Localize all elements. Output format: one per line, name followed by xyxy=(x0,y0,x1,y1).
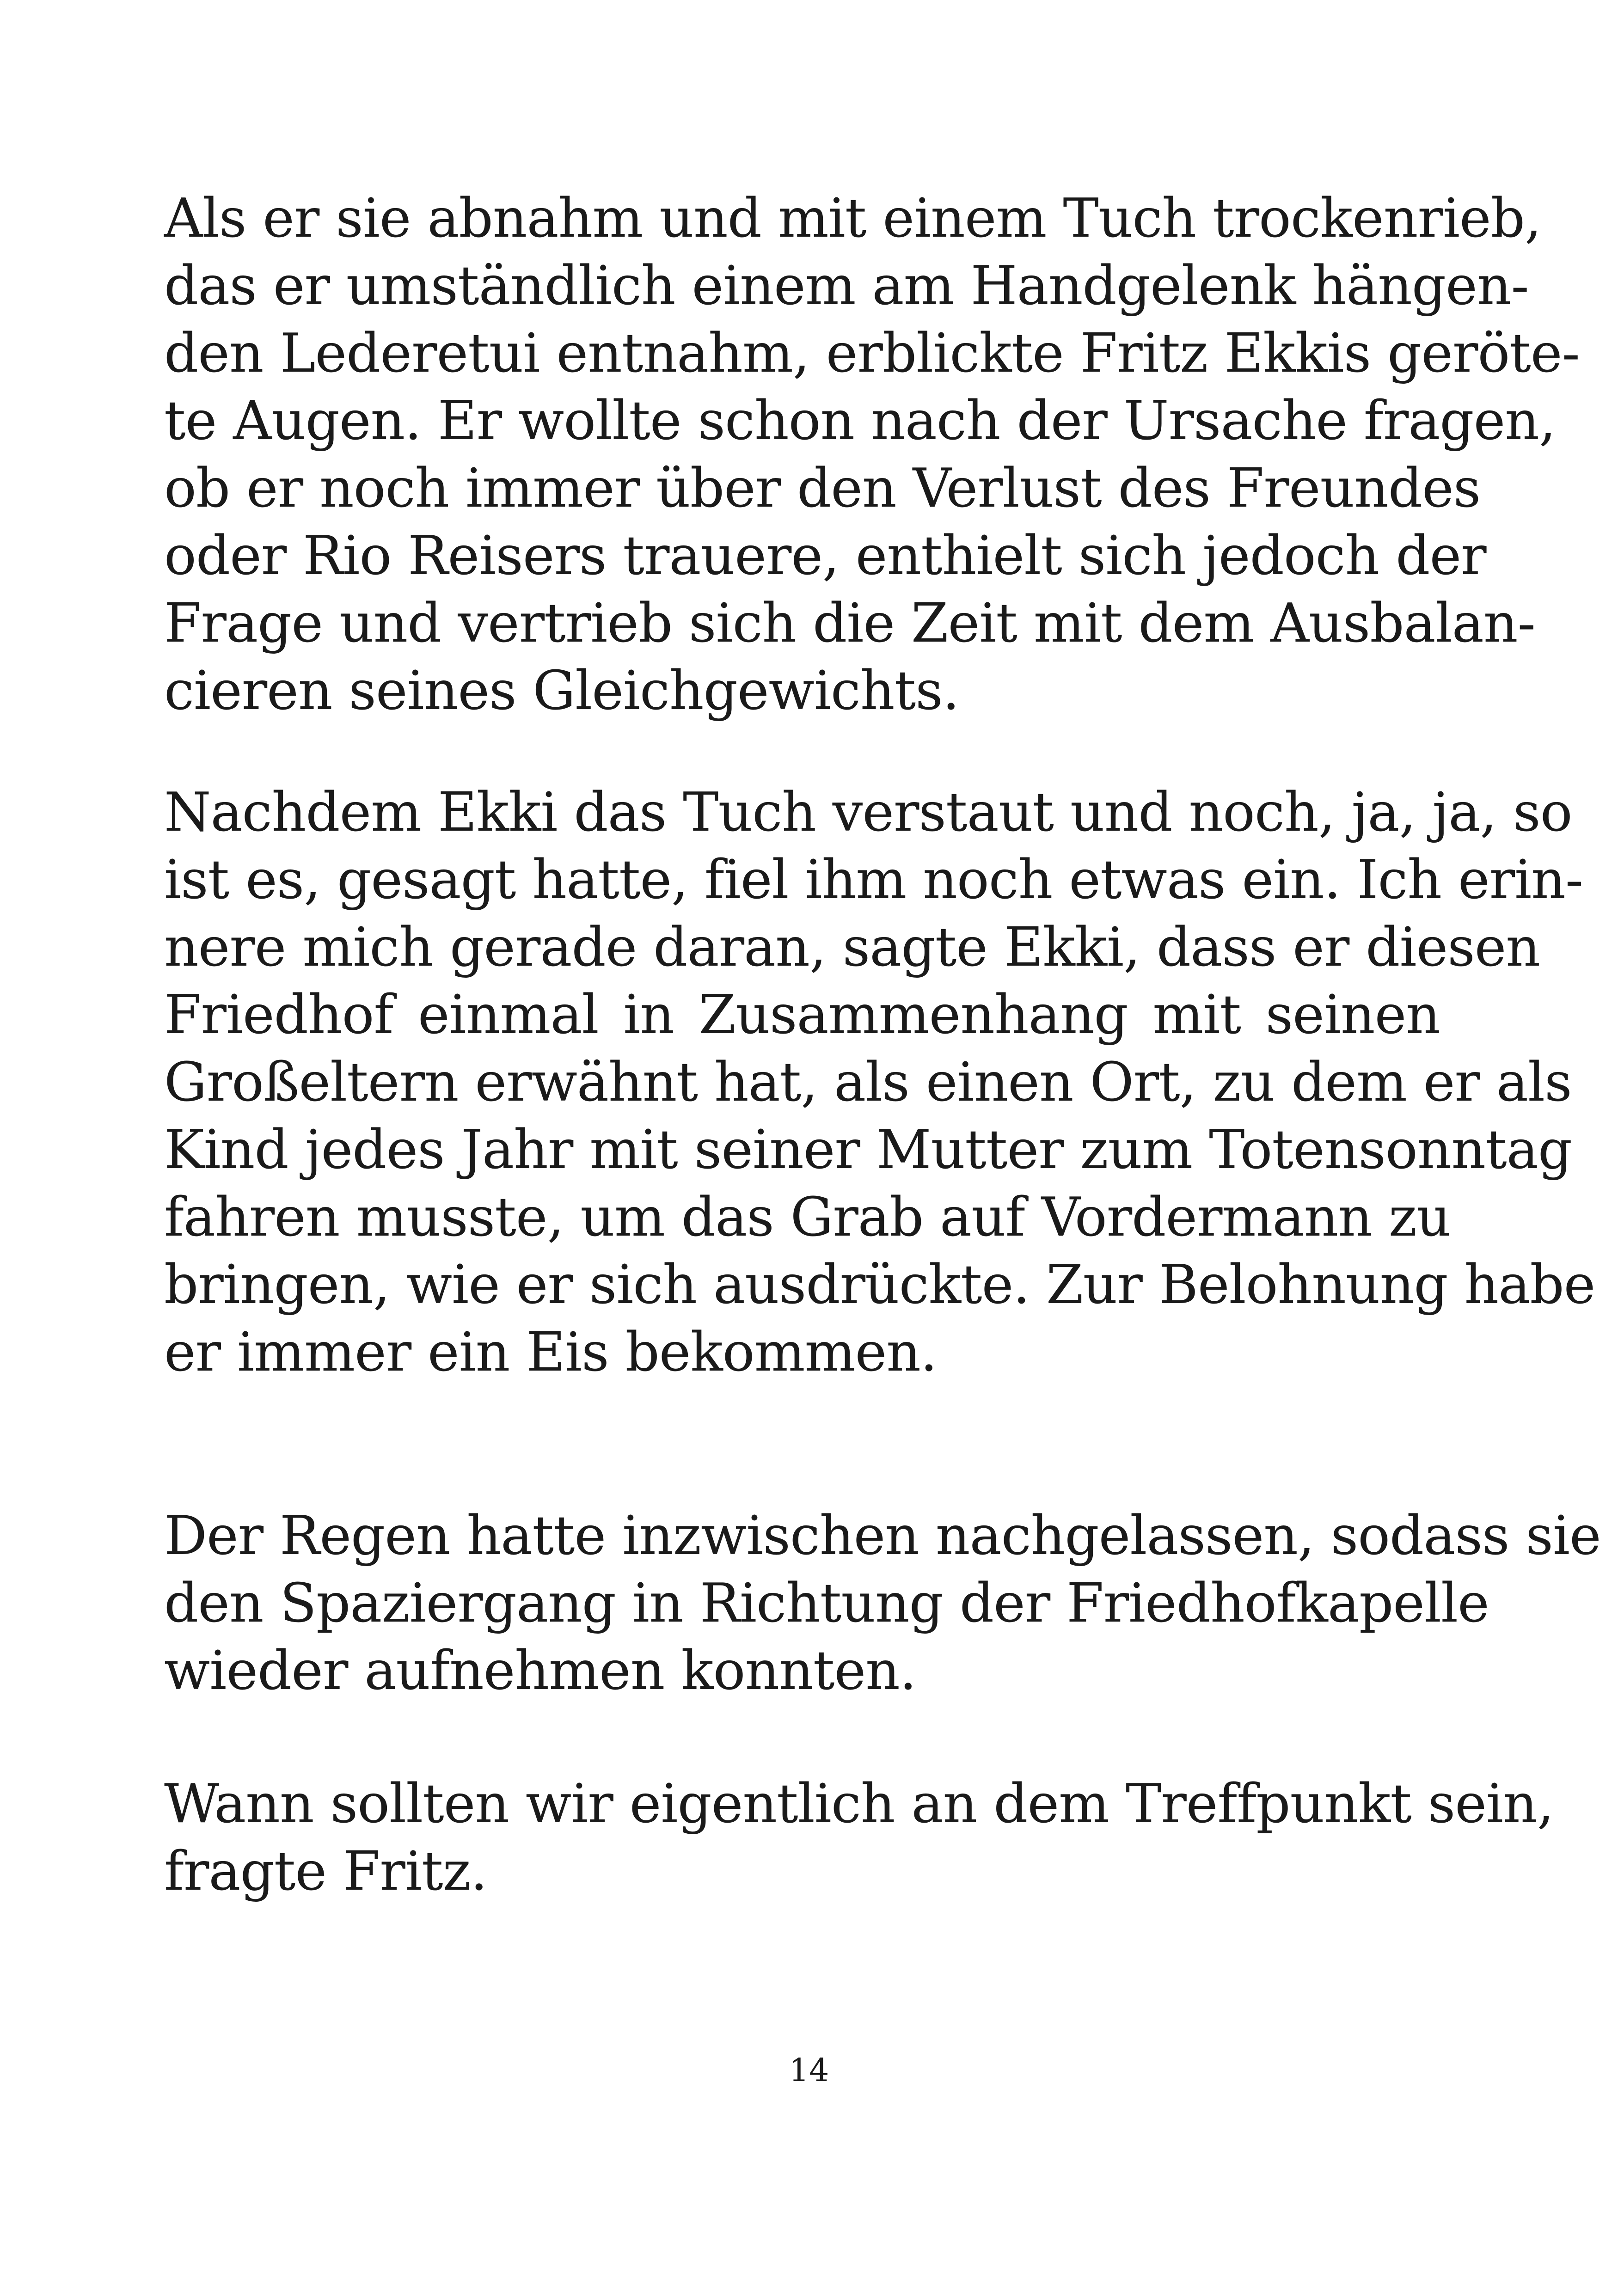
text-line: Kind jedes Jahr mit seiner Mutter zum Totensonntag xyxy=(164,1119,1572,1181)
text-line: den Spaziergang in Richtung der Friedhofkapelle xyxy=(164,1572,1489,1635)
text-line: den Lederetui entnahm, erblickte Fritz Ekkis geröte- xyxy=(164,322,1580,385)
text-line: Großeltern erwähnt hat, als einen Ort, zu dem er als xyxy=(164,1051,1572,1114)
paragraph-1 xyxy=(164,185,1580,725)
text-line: oder Rio Reisers trauere, enthielt sich jedoch der xyxy=(164,525,1486,587)
paragraph-3 xyxy=(164,1502,1601,1705)
text-line: Wann sollten wir eigentlich an dem Treffpunkt sein, xyxy=(164,1773,1554,1835)
text-line: Friedhof einmal in Zusammenhang mit seinen xyxy=(164,984,1440,1046)
text-line: er immer ein Eis bekommen. xyxy=(164,1321,937,1384)
text-line: wieder aufnehmen konnten. xyxy=(164,1640,916,1702)
text-line: das er umständlich einem am Handgelenk hängen- xyxy=(164,255,1529,317)
text-line: te Augen. Er wollte schon nach der Ursache fragen, xyxy=(164,390,1556,452)
text-line: Als er sie abnahm und mit einem Tuch trockenrieb, xyxy=(164,187,1541,250)
text-line: ist es, gesagt hatte, fiel ihm noch etwas ein. Ich erin- xyxy=(164,849,1583,911)
paragraph-2 xyxy=(164,779,1595,1386)
text-line: fragte Fritz. xyxy=(164,1840,487,1903)
text-line: Nachdem Ekki das Tuch verstaut und noch, ja, ja, so xyxy=(164,781,1572,844)
text-line: nere mich gerade daran, sagte Ekki, dass er diesen xyxy=(164,916,1540,979)
text-line: bringen, wie er sich ausdrückte. Zur Belohnung habe xyxy=(164,1254,1595,1316)
text-line: Der Regen hatte inzwischen nachgelassen, sodass sie xyxy=(164,1505,1601,1567)
text-line: cieren seines Gleichgewichts. xyxy=(164,660,959,722)
paragraph-4 xyxy=(164,1770,1554,1905)
text-line: fahren musste, um das Grab auf Vordermann zu xyxy=(164,1186,1451,1249)
page-number: 14 xyxy=(789,2052,829,2089)
text-line: Frage und vertrieb sich die Zeit mit dem Ausbalan- xyxy=(164,592,1535,655)
text-line: ob er noch immer über den Verlust des Freundes xyxy=(164,457,1481,520)
